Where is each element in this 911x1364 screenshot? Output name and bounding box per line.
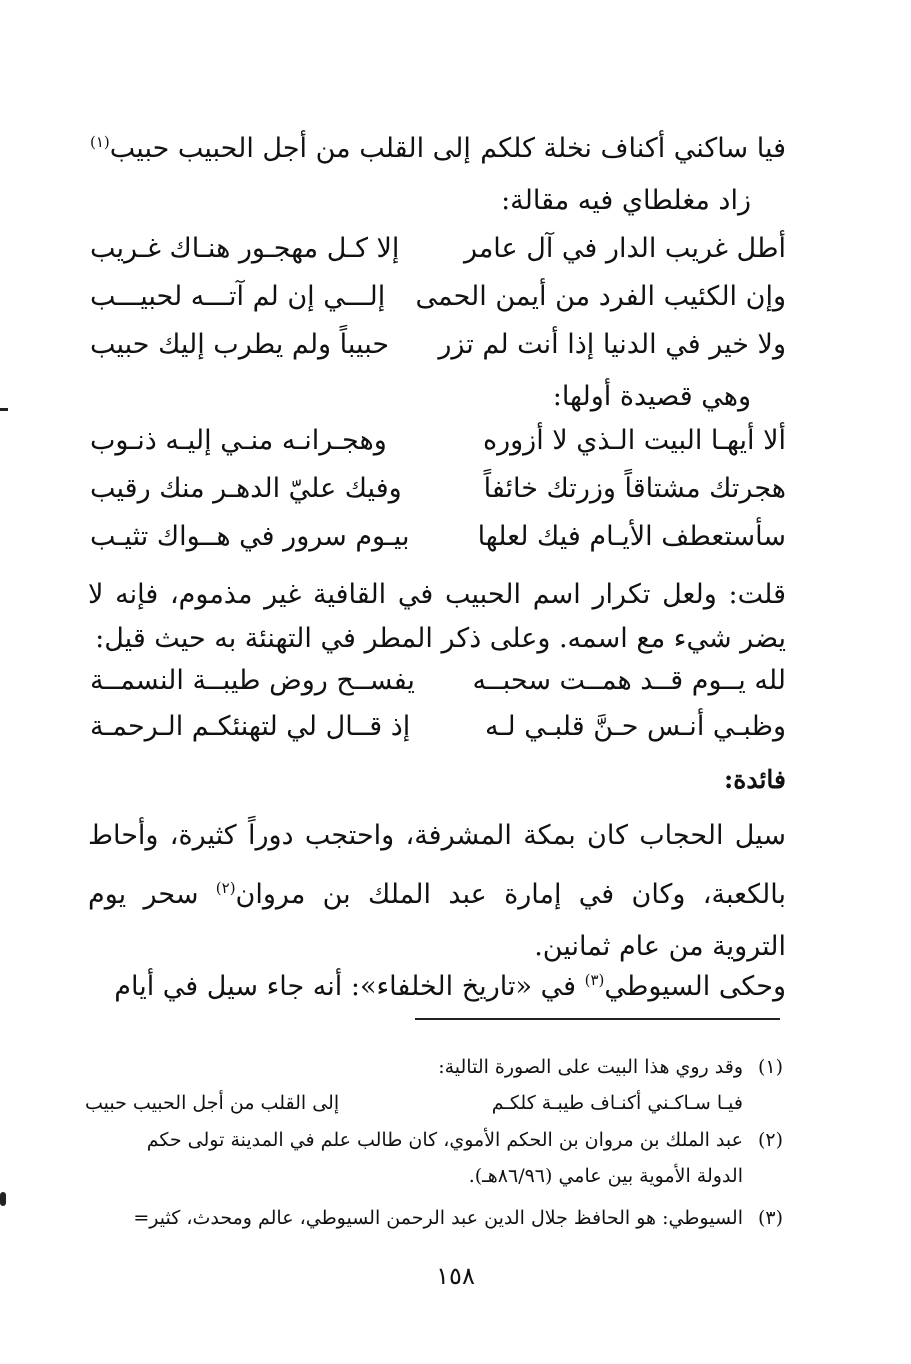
- prose-2-before: سيل الحجاب كان بمكة المشرفة، واحتجب دوراً كثيرة، وأحاط بالكعبة، وكان في إمارة عبد الملك بن مروان: [88, 820, 786, 910]
- verse-second-hemistich: وهجـرانـه منـي إليـه ذنـوب: [90, 425, 387, 456]
- verse-first-hemistich: ألا أيهـا البيت الـذي لا أزوره: [482, 425, 786, 456]
- footnote-2-line-2: الدولة الأموية بين عامي (٨٦/٩٦هـ).: [468, 1165, 743, 1187]
- verse-1-second-hemistich: [90, 133, 471, 164]
- footnote-2-line-1: عبد الملك بن مروان بن الحكم الأموي، كان طالب علم في المدينة تولى حكم: [146, 1129, 743, 1151]
- verse-first-hemistich: وإن الكئيب الفرد من أيمن الحمى: [415, 281, 786, 312]
- footnote-1-verse-second: إلى القلب من أجل الحبيب حبيب: [85, 1092, 340, 1114]
- prose-paragraph-3: [88, 958, 786, 1009]
- verse-second-hemistich: حبيباً ولم يطرب إليك حبيب: [90, 329, 390, 360]
- verse-second-hemistich: وفيك عليّ الدهـر منك رقيب: [90, 473, 402, 504]
- footnote-1-number: (١): [757, 1056, 783, 1078]
- footnote-1-text: وقد روي هذا البيت على الصورة التالية:: [438, 1056, 743, 1078]
- verse-first-hemistich: أطل غريب الدار في آل عامر: [463, 233, 786, 264]
- prose-2-after: سحر يوم التروية من عام ثمانين.: [88, 879, 786, 962]
- verse-second-hemistich: إلا كـل مهجـور هنـاك غـريب: [90, 233, 400, 264]
- footnote-2-number: (٢): [757, 1129, 783, 1151]
- scan-edge-mark: [0, 408, 8, 411]
- footnote-ref-1: (١): [90, 133, 110, 151]
- verse-first-hemistich: هجرتك مشتاقاً وزرتك خائفاً: [483, 473, 786, 504]
- verse-1-text: إلى القلب من أجل الحبيب حبيب: [109, 133, 471, 164]
- verse-first-hemistich: سأستعطف الأيـام فيك لعلها: [477, 521, 786, 552]
- intro-mughaltai: زاد مغلطاي فيه مقالة:: [501, 185, 751, 216]
- prose-3-after: في «تاريخ الخلفاء»: أنه جاء سيل في أيام: [114, 971, 585, 1002]
- verse-1-first-hemistich: فيا ساكني أكناف نخلة كلكم: [480, 133, 786, 164]
- section-heading-faida: فائدة:: [724, 765, 786, 794]
- verse-second-hemistich: بيـوم سرور في هــواك تثيـب: [90, 521, 410, 552]
- footnote-ref-3: (٣): [584, 971, 605, 989]
- intro-qasida: وهي قصيدة أولها:: [552, 381, 751, 412]
- footnote-3-text: السيوطي: هو الحافظ جلال الدين عبد الرحمن السيوطي، عالم ومحدث، كثير=: [133, 1207, 743, 1229]
- verse-second-hemistich: إذ قــال لي لتهنئكـم الـرحمـة: [90, 711, 411, 742]
- verse-second-hemistich: يفســح روض طيبــة النسمــة: [90, 665, 415, 696]
- footnote-1-verse-first: فيـا سـاكـني أكنـاف طيبـة كلكـم: [491, 1092, 743, 1114]
- verse-first-hemistich: ولا خير في الدنيا إذا أنت لم تزر: [438, 329, 786, 360]
- footnote-separator: [415, 1018, 780, 1020]
- verse-second-hemistich: إلـــي إن لم آتـــه لحبيـــب: [90, 281, 386, 312]
- footnote-ref-2: (٢): [215, 879, 236, 897]
- prose-3-before: وحكى السيوطي: [604, 971, 786, 1002]
- scan-edge-mark: [0, 1192, 6, 1206]
- prose-paragraph-2: [88, 810, 786, 973]
- verse-first-hemistich: لله يــوم قــد همــت سحبــه: [472, 665, 786, 696]
- page-number: ١٥٨: [436, 1262, 475, 1290]
- prose-paragraph-1: قلت: ولعل تكرار اسم الحبيب في القافية غير مذموم، فإنه لا يضر شيء مع اسمه. وعلى ذكر المطر في التهنئة به حيث قيل:: [88, 579, 786, 654]
- footnote-3-number: (٣): [757, 1207, 783, 1229]
- verse-first-hemistich: وظبـي أنـس حـنَّ قلبـي لـه: [485, 711, 786, 742]
